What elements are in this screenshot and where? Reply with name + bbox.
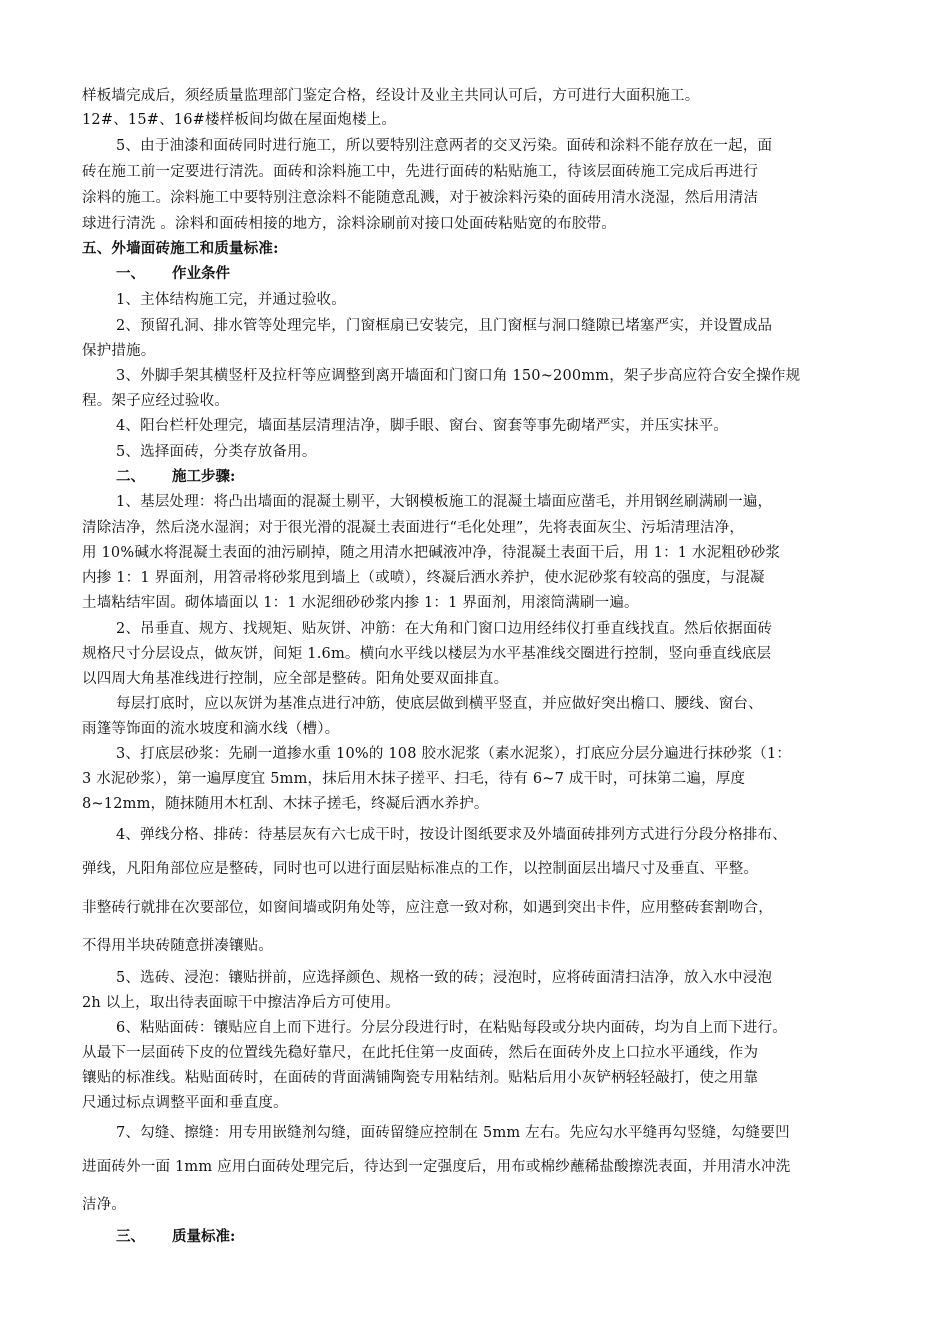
text-line: 3、打底层砂浆：先刷一道掺水重 10%的 108 胶水泥浆（素水泥浆），打底应分层分遍进行抹砂浆（1：	[116, 746, 792, 762]
text-line: 非整砖行就排在次要部位，如窗间墙或阴角处等，应注意一致对称，如遇到突出卡件，应用整砖套割吻合，	[82, 900, 773, 916]
subsection-number: 一、	[116, 265, 145, 282]
text-line: 8~12mm，随抹随用木杠刮、木抹子搓毛，终凝后洒水养护。	[82, 796, 489, 812]
text-line: 3 水泥砂浆），第一遍厚度宜 5mm，抹后用木抹子搓平、扫毛，待有 6~7 成干时，可抹第二遍，厚度	[82, 771, 746, 787]
text-line: 3、外脚手架其横竖杆及拉杆等应调整到离开墙面和门窗口角 150~200mm，架子步高应符合安全操作规	[116, 368, 801, 384]
text-line: 清除洁净，然后浇水湿润；对于很光滑的混凝土表面进行“毛化处理”，先将表面灰尘、污垢清理洁净，	[82, 520, 745, 536]
subsection-title: 质量标准:	[172, 1228, 236, 1245]
text-line: 洁净。	[82, 1197, 127, 1213]
text-line: 从最下一层面砖下皮的位置线先稳好靠尺，在此托住第一皮面砖，然后在面砖外皮上口拉水平通线，作为	[82, 1045, 759, 1061]
text-line: 规格尺寸分层设点，做灰饼，间矩 1.6m。横向水平线以楼层为水平基准线交圈进行控制，竖向垂直线底层	[82, 646, 772, 662]
text-line: 土墙粘结牢固。砌体墙面以 1：1 水泥细砂砂浆内掺 1：1 界面剂，用滚筒满刷一遍。	[82, 595, 639, 611]
text-line: 保护措施。	[82, 343, 156, 359]
text-line: 5、选择面砖，分类存放备用。	[116, 444, 317, 460]
text-line: 5、由于油漆和面砖同时进行施工，所以要特别注意两者的交叉污染。面砖和涂料不能存放在一起，面	[116, 138, 773, 154]
text-line: 程。架子应经过验收。	[82, 393, 229, 409]
text-line: 4、阳台栏杆处理完，墙面基层清理洁净，脚手眼、窗台、窗套等事先砌堵严实，并压实抹平。	[116, 418, 729, 434]
text-line: 1、主体结构施工完，并通过验收。	[116, 292, 346, 308]
text-line: 4、弹线分格、排砖：待基层灰有六七成干时，按设计图纸要求及外墙面砖排列方式进行分段分格排布、	[116, 827, 787, 843]
text-line: 2、吊垂直、规方、找规矩、贴灰饼、冲筋：在大角和门窗口边用经纬仪打垂直线找直。然后依据面砖	[116, 621, 773, 637]
subsection-number: 二、	[116, 468, 145, 485]
subsection-title: 施工步骤:	[172, 468, 236, 485]
text-line: 内掺 1：1 界面剂，用笤帚将砂浆甩到墙上（或喷），终凝后洒水养护，使水泥砂浆有较高的强度，与混凝	[82, 570, 765, 586]
text-line: 2h 以上，取出待表面晾干中擦洁净后方可使用。	[82, 995, 400, 1011]
section-heading: 五、外墙面砖施工和质量标准:	[82, 240, 279, 257]
text-line: 2、预留孔洞、排水管等处理完毕，门窗框扇已安装完，且门窗框与洞口缝隙已堵塞严实，并设置成品	[116, 318, 773, 334]
text-line: 弹线，凡阳角部位应是整砖，同时也可以进行面层贴标准点的工作，以控制面层出墙尺寸及垂直、平整。	[82, 861, 759, 877]
text-line: 尺通过标点调整平面和垂直度。	[82, 1095, 288, 1111]
text-line: 雨篷等饰面的流水坡度和滴水线（槽）。	[82, 721, 340, 737]
text-line: 进面砖外一面 1mm 应用白面砖处理完后，待达到一定强度后，用布或棉纱蘸稀盐酸擦洗表面，并用清水冲洗	[82, 1159, 791, 1175]
text-line: 涂料的施工。涂料施工中要特别注意涂料不能随意乱溅，对于被涂料污染的面砖用清水浇湿，然后用清洁	[82, 190, 759, 206]
text-line: 7、勾缝、擦缝：用专用嵌缝剂勾缝，面砖留缝应控制在 5mm 左右。先应勾水平缝再勾竖缝，勾缝要凹	[116, 1125, 790, 1141]
text-line: 以四周大角基准线进行控制，应全部是整砖。阳角处要双面排直。	[82, 671, 509, 687]
text-line: 不得用半块砖随意拼凑镶贴。	[82, 938, 274, 954]
text-line: 球进行清洗 。涂料和面砖相接的地方，涂料涂刷前对接口处面砖粘贴宽的布胶带。	[82, 216, 617, 232]
text-line: 样板墙完成后，须经质量监理部门鉴定合格，经设计及业主共同认可后，方可进行大面积施工。	[82, 88, 700, 104]
text-line: 1、基层处理：将凸出墙面的混凝土剔平，大钢模板施工的混凝土墙面应凿毛，并用钢丝刷满刷一遍，	[116, 494, 773, 510]
text-line: 镶贴的标准线。粘贴面砖时，在面砖的背面满铺陶瓷专用粘结剂。贴粘后用小灰铲柄轻轻敲打，使之用靠	[82, 1070, 759, 1086]
subsection-title: 作业条件	[172, 265, 230, 282]
text-line: 砖在施工前一定要进行清洗。面砖和涂料施工中，先进行面砖的粘贴施工，待该层面砖施工完成后再进行	[82, 164, 759, 180]
text-line: 5、选砖、浸泡：镶贴拼前，应选择颜色、规格一致的砖；浸泡时，应将砖面清扫洁净，放入水中浸泡	[116, 970, 773, 986]
text-line: 每层打底时，应以灰饼为基准点进行冲筋，使底层做到横平竖直，并应做好突出檐口、腰线、窗台、	[116, 696, 763, 712]
text-line: 12#、15#、16#楼样板间均做在屋面炮楼上。	[82, 112, 397, 128]
subsection-number: 三、	[116, 1228, 145, 1245]
text-line: 6、粘贴面砖：镶贴应自上而下进行。分层分段进行时，在粘贴每段或分块内面砖，均为自上而下进行。	[116, 1020, 787, 1036]
text-line: 用 10%碱水将混凝土表面的油污刷掉，随之用清水把碱液冲净，待混凝土表面干后，用 1：1 水泥粗砂砂浆	[82, 545, 781, 561]
